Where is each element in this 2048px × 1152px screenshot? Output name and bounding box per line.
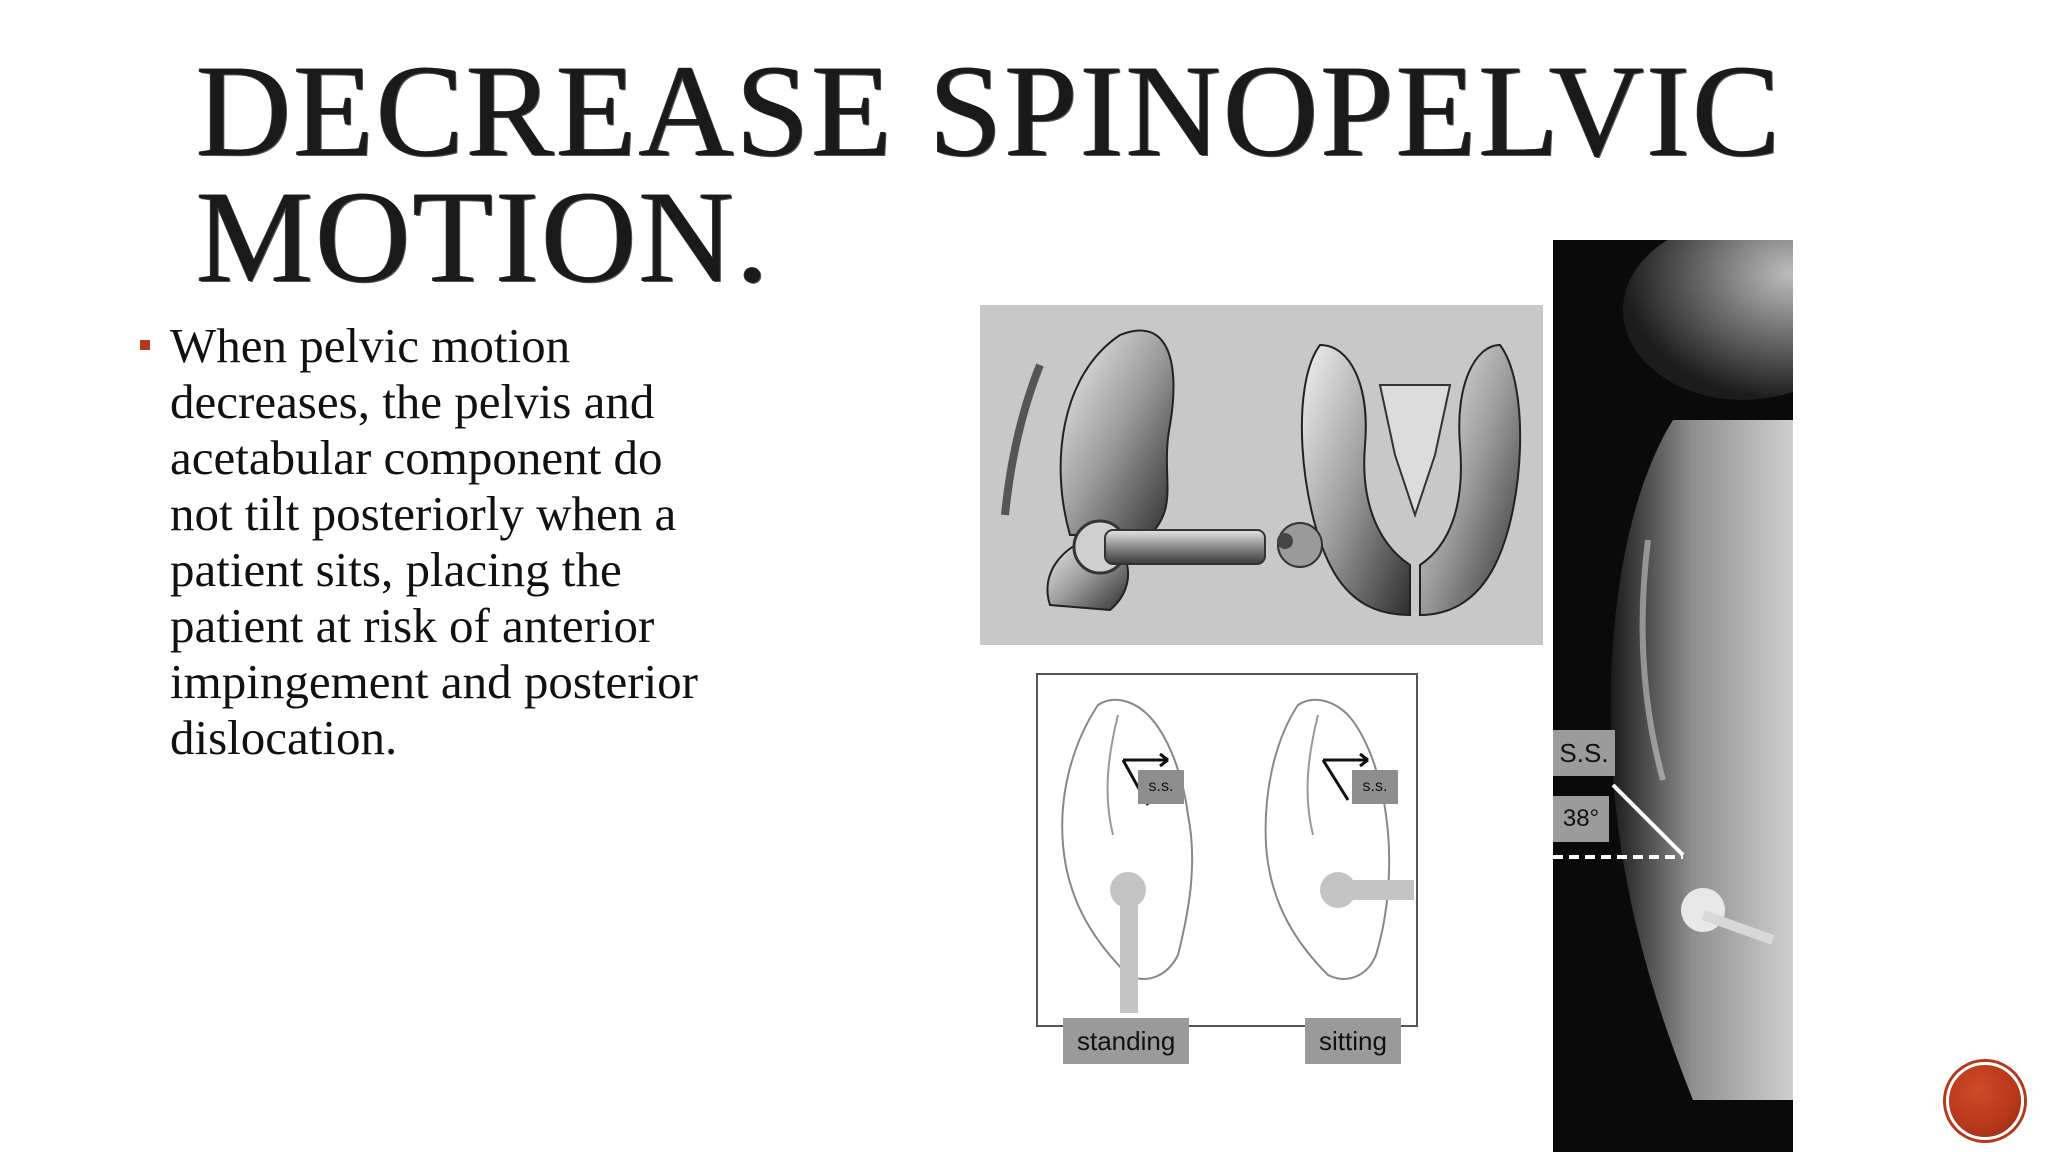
pelvis-tilt-diagram-graphic	[1038, 675, 1416, 1025]
circle-nav-icon[interactable]	[1946, 1062, 2024, 1140]
bullet-item	[140, 318, 720, 766]
title-line-2: MOTION.	[196, 163, 771, 310]
xray-graphic	[1553, 240, 1793, 1152]
lateral-xray-image	[1553, 240, 1793, 1152]
standing-sitting-diagram	[1036, 673, 1418, 1027]
pelvis-render-image	[980, 305, 1543, 645]
bullet-text: When pelvic motion decreases, the pelvis and acetabular component do not tilt posteriorly when a patient sits, placing the patient at risk of anterior impingement and posterior dislocation.	[170, 318, 698, 765]
square-bullet-icon	[140, 340, 150, 350]
bullet-list	[140, 318, 720, 766]
ss-tag-standing: s.s.	[1138, 770, 1184, 804]
sitting-label: sitting	[1305, 1018, 1401, 1064]
pelvis-render-graphic	[980, 305, 1543, 645]
xray-angle-label: 38°	[1553, 796, 1609, 842]
ss-tag-sitting: s.s.	[1352, 770, 1398, 804]
standing-label: standing	[1063, 1018, 1189, 1064]
xray-ss-label: S.S.	[1553, 730, 1615, 776]
title-line-1: DECREASE SPINOPELVIC	[196, 37, 1783, 184]
